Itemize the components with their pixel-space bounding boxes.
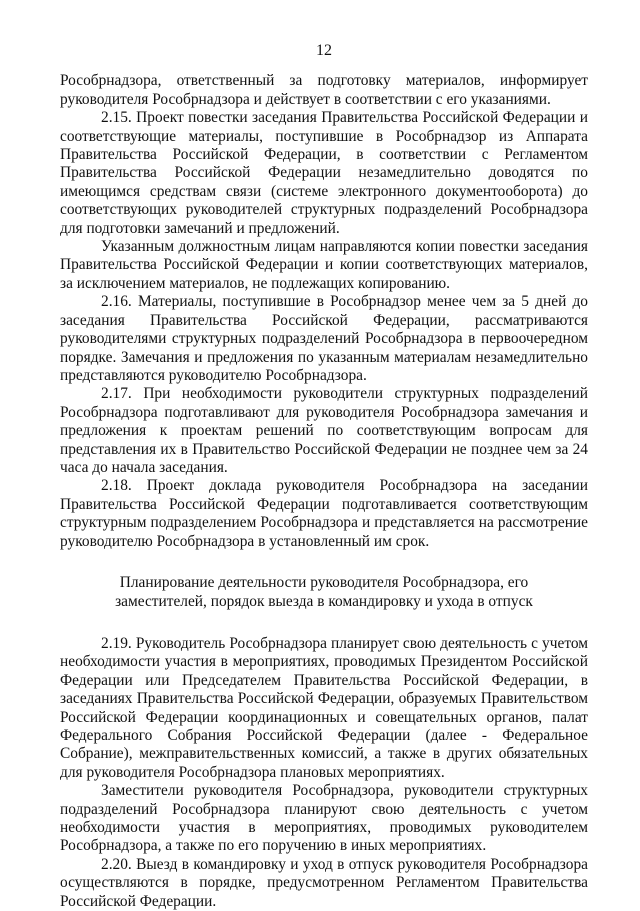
paragraph-2-20: 2.20. Выезд в командировку и уход в отпуск руководителя Рособрнадзора осуществляются в порядке, предусмотренном Регламентом Правительства Российской Федерации. (60, 855, 588, 910)
section-heading (70, 573, 578, 611)
paragraph-2-16: 2.16. Материалы, поступившие в Рособрнадзор менее чем за 5 дней до заседания Правительства Российской Федерации, рассматриваются руководителями структурных подразделений Рособрнадзора в первоочередном порядке. Замечания и предложения по указанным материалам незамедлительно представляются руководителю Рособрнадзора. (60, 293, 588, 384)
paragraph: Заместители руководителя Рособрнадзора, руководители структурных подразделений Рособрнадзора планируют свою деятельность с учетом необходимости участия в мероприятиях, проводимых руководителем Рособрнадзора, а также по его поручению в иных мероприятиях. (60, 782, 588, 855)
top-body-text (60, 72, 588, 551)
paragraph-2-17: 2.17. При необходимости руководители структурных подразделений Рособрнадзора подготавливают для руководителя Рособрнадзора замечания и предложения к проектам решений по соответствующим вопросам для представления их в Правительство Российской Федерации не позднее чем за 24 часа до начала заседания. (60, 385, 588, 476)
paragraph-2-15: 2.15. Проект повестки заседания Правительства Российской Федерации и соответствующие материалы, поступившие в Рособрнадзор из Аппарата Правительства Российской Федерации, в соответствии с Регламентом Правительства Российской Федерации незамедлительно доводятся по имеющимся средствам связи (системе электронного документооборота) до соответствующих руководителей структурных подразделений Рособрнадзора для подготовки замечаний и предложений. (60, 109, 588, 237)
paragraph: Указанным должностным лицам направляются копии повестки заседания Правительства Российской Федерации и копии соответствующих материалов, за исключением материалов, не подлежащих копированию. (60, 238, 588, 292)
section-heading-line: Планирование деятельности руководителя Рособрнадзора, его (119, 573, 529, 591)
paragraph-2-18: 2.18. Проект доклада руководителя Рособрнадзора на заседании Правительства Российской Федерации подготавливается соответствующим структурным подразделением Рособрнадзора и представляется на рассмотрение руководителю Рособрнадзора в установленный им срок. (60, 477, 588, 550)
paragraph: Рособрнадзора, ответственный за подготовку материалов, информирует руководителя Рособрнадзора и действует в соответствии с его указаниями. (60, 72, 588, 108)
paragraph-2-19: 2.19. Руководитель Рособрнадзора планирует свою деятельность с учетом необходимости участия в мероприятиях, проводимых Президентом Российской Федерации или Председателем Правительства Российской Федерации, в заседаниях Правительства Российской Федерации, образуемых Правительством Российской Федерации координационных и совещательных органов, палат Федерального Собрания Российской Федерации (далее - Федеральное Собрание), межправительственных комиссий, а также в других обязательных для руководителя Рособрнадзора плановых мероприятиях. (60, 634, 588, 781)
bottom-body-text (60, 635, 588, 911)
page-number: 12 (316, 42, 332, 59)
section-heading-line: заместителей, порядок выезда в командировку и ухода в отпуск (115, 592, 533, 610)
